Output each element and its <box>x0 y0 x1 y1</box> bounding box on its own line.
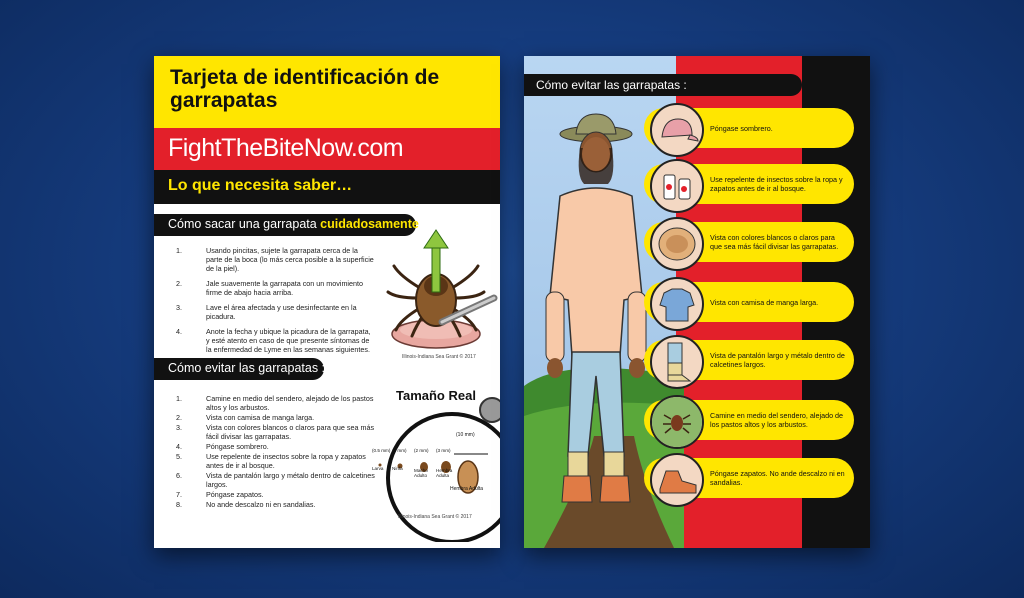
step-text: Use repelente de insectos sobre la ropa y zapatos antes de ir al bosque. <box>206 452 366 470</box>
remove-heading-suffix: : <box>418 217 426 231</box>
remove-heading-emphasis: cuidadosamente <box>320 217 419 231</box>
url-banner <box>154 128 500 170</box>
step-text: Lave el área afectada y use desinfectante en la picadura. <box>206 303 357 321</box>
tip-item <box>644 458 854 498</box>
step-item <box>176 452 376 470</box>
avoid-ticks-heading <box>154 358 324 380</box>
step-number: 4. <box>176 327 182 336</box>
step-text: Vista con camisa de manga larga. <box>206 413 315 422</box>
size-panel-credit: Illinois-Indiana Sea Grant © 2017 <box>398 514 472 520</box>
step-number: 7. <box>176 490 182 499</box>
step-number: 8. <box>176 500 182 509</box>
size-label: Hembra Adulta <box>436 468 453 478</box>
tip-item <box>644 400 854 440</box>
size-label: Larva <box>372 466 384 471</box>
step-number: 1. <box>176 246 182 255</box>
tick-removal-illustration <box>382 226 500 356</box>
step-item <box>176 413 376 422</box>
tip-text: Vista con camisa de manga larga. <box>710 297 819 307</box>
step-number: 3. <box>176 303 182 312</box>
right-heading-banner <box>524 74 802 96</box>
tip-text: Camine en medio del sendero, alejado de los pastos altos y los arbustos. <box>710 411 844 429</box>
tip-text: Use repelente de insectos sobre la ropa y zapatos antes de ir al bosque. <box>710 175 843 193</box>
step-item <box>176 500 376 509</box>
step-text: Vista con colores blancos o claros para que sea más fácil divisar las garrapatas. <box>206 423 375 441</box>
tick-id-card-front <box>154 56 500 548</box>
step-text: Póngase zapatos. <box>206 490 264 499</box>
tip-text: Póngase sombrero. <box>710 123 773 133</box>
step-item <box>176 303 376 321</box>
tip-item <box>644 222 854 262</box>
repellent-icon <box>650 159 704 213</box>
avoid-heading-text: Cómo evitar las garrapatas : <box>168 361 326 375</box>
shirt-icon <box>650 277 704 331</box>
step-number: 6. <box>176 471 182 480</box>
step-item <box>176 246 376 273</box>
card-title-banner <box>154 56 500 128</box>
card-subtitle: Lo que necesita saber… <box>168 177 353 194</box>
shoe-icon <box>650 453 704 507</box>
size-measure: (2 mm) <box>414 448 429 453</box>
card-title: Tarjeta de identificación de garrapatas <box>170 66 440 112</box>
tick-id-card-back <box>524 56 870 548</box>
step-number: 2. <box>176 279 182 288</box>
step-item <box>176 423 376 441</box>
step-number: 2. <box>176 413 182 422</box>
size-measure: (0.5 mm) <box>372 448 391 453</box>
tip-text: Vista con colores blancos o claros para que sea más fácil divisar las garrapatas. <box>710 233 839 251</box>
tip-item <box>644 340 854 380</box>
step-number: 1. <box>176 394 182 403</box>
step-number: 4. <box>176 442 182 451</box>
actual-size-title: Tamaño Real <box>396 388 476 403</box>
size-measure: (10 mm) <box>456 432 475 438</box>
step-number: 5. <box>176 452 182 461</box>
step-item <box>176 394 376 412</box>
size-measure: (3 mm) <box>436 448 451 453</box>
step-text: Vista de pantalón largo y métalo dentro de calcetines largos. <box>206 471 375 489</box>
tip-text: Vista de pantalón largo y métalo dentro de calcetines largos. <box>710 351 845 369</box>
step-number: 3. <box>176 423 182 432</box>
tip-item <box>644 108 854 148</box>
step-text: Anote la fecha y ubique la picadura de la garrapata, y esté atento en caso de que presente síntomas de la enfermedad de Lyme en las semanas siguientes. <box>206 327 371 354</box>
step-text: No ande descalzo ni en sandalias. <box>206 500 316 509</box>
step-item <box>176 279 376 297</box>
size-label: Ninfa <box>392 466 403 471</box>
size-label: Macho Adulto <box>414 468 428 478</box>
step-item <box>176 442 376 451</box>
remove-steps-list <box>176 246 376 360</box>
light-colors-icon <box>650 217 704 271</box>
tick-icon <box>650 395 704 449</box>
hat-icon <box>650 103 704 157</box>
tip-item <box>644 282 854 322</box>
step-item <box>176 327 376 354</box>
step-item <box>176 471 376 489</box>
avoid-steps-list <box>176 394 376 510</box>
size-label: Hembra Adulta <box>450 486 484 492</box>
illustration-credit: Illinois-Indiana Sea Grant © 2017 <box>402 354 476 360</box>
step-text: Camine en medio del sendero, alejado de los pastos altos y los arbustos. <box>206 394 374 412</box>
right-heading: Cómo evitar las garrapatas : <box>536 78 687 92</box>
remove-heading-text: Cómo sacar una garrapata <box>168 217 321 231</box>
step-text: Póngase sombrero. <box>206 442 269 451</box>
socks-icon <box>650 335 704 389</box>
step-text: Jale suavemente la garrapata con un movimiento firme de abajo hacia arriba. <box>206 279 364 297</box>
tip-item <box>644 164 854 204</box>
tip-text: Póngase zapatos. No ande descalzo ni en sandalias. <box>710 469 845 487</box>
website-url: FightTheBiteNow.com <box>168 134 404 162</box>
remove-tick-heading <box>154 214 426 236</box>
subtitle-banner <box>154 170 500 204</box>
size-measure: (1 mm) <box>392 448 407 453</box>
step-item <box>176 490 376 499</box>
step-text: Usando pincitas, sujete la garrapata cerca de la parte de la boca (lo más cerca posible a la superficie de la piel). <box>206 246 374 273</box>
